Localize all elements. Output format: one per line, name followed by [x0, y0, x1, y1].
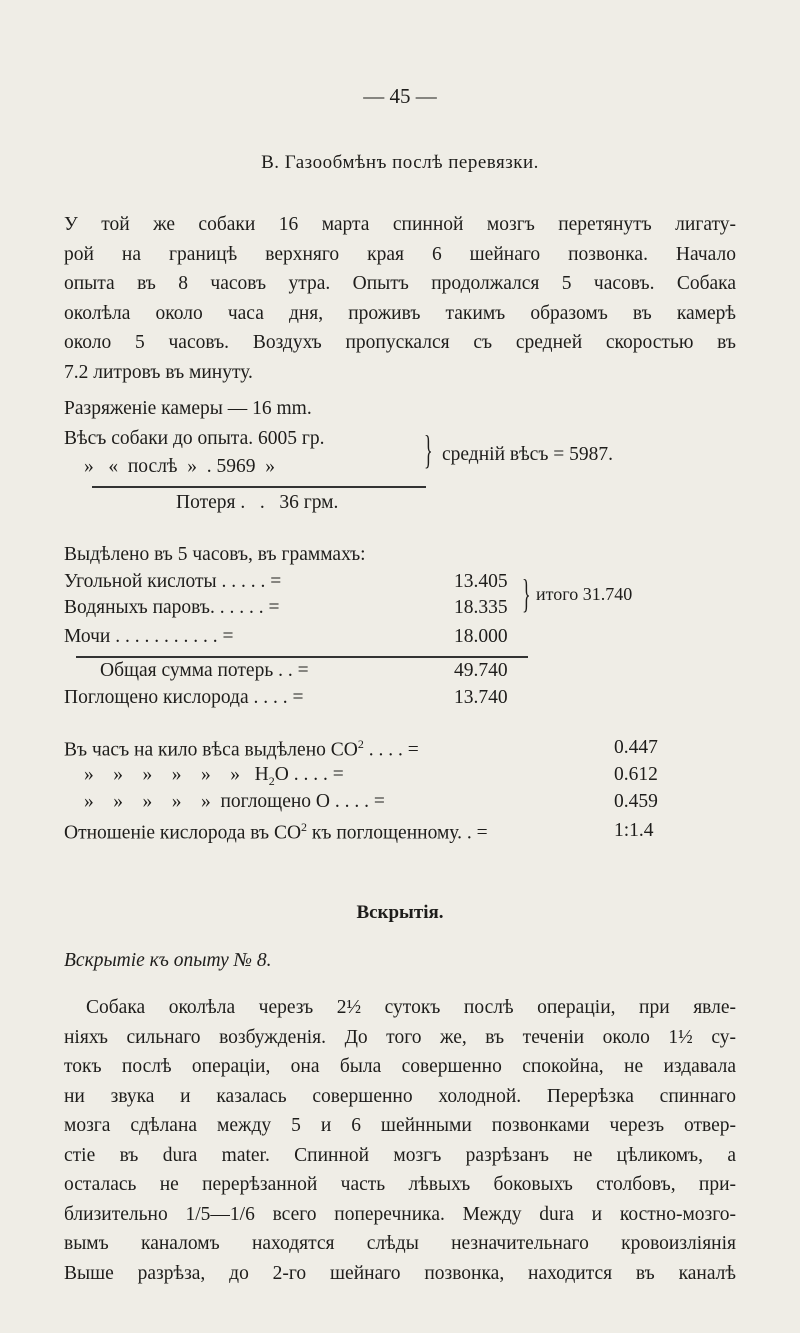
- weight-after: » « послѣ » . 5969 »: [84, 456, 276, 477]
- autopsy-paragraph: [64, 993, 736, 1288]
- intro-paragraph: [64, 210, 736, 387]
- excreted-co2-value: 13.405: [454, 571, 508, 592]
- weight-before: Вѣсъ собаки до опыта. 6005 гр.: [64, 428, 325, 449]
- autopsy-line: мозга сдѣлана между 5 и 6 шейнными позвонками черезъ отвер-: [64, 1115, 736, 1136]
- excreted-co2-label: Угольной кислоты . . . . . =: [64, 571, 282, 592]
- oxygen-ratio-value: 1:1.4: [614, 820, 654, 841]
- intro-line: 7.2 литровъ въ минуту.: [64, 361, 253, 383]
- divider: [92, 486, 426, 488]
- excreted-water-label: Водяныхъ паровъ. . . . . . =: [64, 597, 280, 618]
- intro-line: рой на границѣ верхняго края 6 шейнаго позвонка. Начало: [64, 243, 736, 265]
- page-number: — 45 —: [363, 84, 437, 108]
- per-kilo-h2o-value: 0.612: [614, 764, 658, 785]
- per-kilo-o2: » » » » » поглощено O . . . . =: [84, 791, 385, 812]
- autopsy-line: Выше разрѣза, до 2-го шейнаго позвонка, находится въ каналѣ: [64, 1262, 736, 1284]
- excreted-water-value: 18.335: [454, 597, 508, 618]
- oxygen-absorbed-label: Поглощено кислорода . . . . =: [64, 687, 304, 708]
- per-kilo-o2-value: 0.459: [614, 791, 658, 812]
- excreted-title: Выдѣлено въ 5 часовъ, въ граммахъ:: [64, 544, 366, 565]
- intro-line: опыта въ 8 часовъ утра. Опытъ продолжался 5 часовъ. Собака: [64, 273, 736, 294]
- per-kilo-h2o: » » » » » » $H_2O$ . . . . =: [84, 764, 344, 788]
- autopsy-heading: Вскрытія.: [356, 902, 444, 923]
- autopsy-line: осталась не перерѣзанной часть лѣвыхъ боковыхъ столбовъ, при-: [64, 1174, 736, 1195]
- autopsy-line: ніяхъ сильнаго возбужденія. До того же, въ теченіи около 1½ су-: [64, 1026, 736, 1048]
- autopsy-line: близительно 1/5—1/6 всего поперечника. Между dura и костно-мозго-: [64, 1203, 736, 1225]
- section-heading: В. Газообмѣнъ послѣ перевязки.: [261, 152, 539, 173]
- oxygen-ratio: Отношеніе кислорода въ $CO^2$ къ поглощенному. . =: [64, 820, 488, 844]
- brace-icon: }: [522, 571, 531, 616]
- oxygen-absorbed-value: 13.740: [454, 687, 508, 708]
- excreted-urine-value: 18.000: [454, 626, 508, 647]
- brace-icon: }: [424, 427, 433, 472]
- per-kilo-co2: Въ часъ на кило вѣса выдѣлено $CO^2$ . . . . =: [64, 737, 419, 761]
- autopsy-line: токъ послѣ операціи, она была совершенно спокойна, не издавала: [64, 1056, 736, 1077]
- autopsy-line: ни звука и казалась совершенно холодной. Перерѣзка спиннаго: [64, 1085, 736, 1107]
- excreted-total: итого 31.740: [536, 584, 633, 604]
- autopsy-subheading: Вскрытіе къ опыту № 8.: [64, 950, 272, 971]
- autopsy-line: стіе въ dura mater. Спинной мозгъ разрѣзанъ не цѣликомъ, а: [64, 1144, 736, 1166]
- excreted-urine-label: Мочи . . . . . . . . . . . =: [64, 626, 234, 647]
- per-kilo-co2-value: 0.447: [614, 737, 658, 758]
- intro-line: околѣла около часа дня, проживъ такимъ образомъ въ камерѣ: [64, 302, 736, 324]
- total-loss-value: 49.740: [454, 660, 508, 681]
- divider: [76, 656, 528, 658]
- autopsy-line: Собака околѣла черезъ 2½ сутокъ послѣ операціи, при явле-: [86, 997, 736, 1018]
- vacuum-line: Разряженіе камеры — 16 mm.: [64, 398, 312, 419]
- autopsy-line: вымъ каналомъ находятся слѣды незначительнаго кровоизліянія: [64, 1233, 736, 1254]
- intro-line: около 5 часовъ. Воздухъ пропускался съ средней скоростью въ: [64, 332, 736, 353]
- weight-loss: Потеря . . 36 грм.: [176, 492, 339, 513]
- average-weight: средній вѣсъ = 5987.: [442, 444, 614, 465]
- intro-line: У той же собаки 16 марта спинной мозгъ перетянутъ лигату-: [64, 214, 736, 235]
- total-loss-label: Общая сумма потерь . . =: [100, 660, 309, 681]
